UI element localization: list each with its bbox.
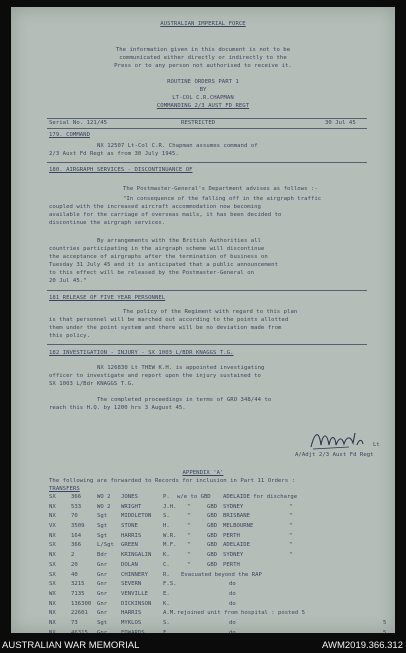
table-cell: "	[289, 523, 293, 530]
table-cell: w/e to GBD	[177, 494, 211, 500]
signature-scribble	[309, 427, 369, 453]
section-180-text: discontinue the airgraph services.	[49, 220, 166, 226]
section-180-text: By arrangements with the British Authorities all	[97, 238, 262, 244]
table-cell: CHINNERY	[121, 571, 148, 578]
section-181-heading: 181 RELEASE OF FIVE YEAR PERSONNEL	[49, 295, 166, 301]
section-179-text: NX 12507 Lt-Col C.R. Chapman assumes command of	[97, 143, 258, 149]
table-cell: 5	[383, 629, 387, 633]
section-180-text: to this effect will be released by the Postmaster-General on	[49, 270, 255, 276]
table-cell: "	[289, 532, 293, 539]
divider	[47, 290, 367, 291]
table-cell: "	[187, 542, 191, 549]
section-181-text: this policy.	[49, 333, 91, 339]
table-cell: SYDNEY	[223, 552, 244, 559]
table-cell: Sgt	[97, 532, 108, 539]
table-cell: J.H.	[163, 503, 177, 510]
table-cell: SX	[49, 542, 56, 549]
table-cell: Gnr	[97, 590, 108, 597]
table-cell: S.	[163, 619, 170, 626]
table-cell: "	[187, 503, 191, 510]
table-row	[49, 513, 389, 523]
transfers-table	[49, 494, 389, 633]
section-182-text: officer to investigate and report upon the injury sustained to	[49, 373, 261, 379]
table-cell: GBD	[207, 523, 218, 530]
table-cell: DICKINSON	[121, 600, 152, 607]
table-cell: 2	[71, 552, 75, 559]
table-row	[49, 581, 389, 591]
transfers-heading: TRANSFERS	[49, 486, 80, 492]
warning-line-3: Press or to any person not authorised to receive it.	[114, 63, 292, 69]
table-cell: Gnr	[97, 600, 108, 607]
table-cell: do	[229, 629, 236, 633]
divider	[47, 344, 367, 345]
table-cell: K.	[163, 552, 170, 559]
table-cell: Gnr	[97, 629, 108, 633]
table-cell: H.	[163, 523, 170, 530]
table-cell: 533	[71, 503, 82, 510]
table-cell: "	[187, 561, 191, 568]
table-cell: SX	[49, 571, 56, 578]
table-cell: rejoined unit from hospital : posted 5	[177, 610, 305, 617]
table-cell: SEVERN	[121, 581, 142, 588]
section-182-text: reach this H.Q. by 1200 hrs 3 August 45.	[49, 405, 186, 411]
table-cell: Sgt	[97, 523, 108, 530]
table-cell: M.F.	[163, 542, 177, 549]
table-cell: F.	[163, 629, 170, 633]
table-cell: Bdr	[97, 552, 108, 559]
table-cell: 70	[71, 513, 78, 520]
table-cell: MYKLOS	[121, 619, 142, 626]
table-cell: NX	[49, 552, 56, 559]
table-cell: 5	[383, 619, 387, 626]
table-row	[49, 542, 389, 552]
classification: RESTRICTED	[181, 120, 216, 126]
table-cell: A.M.	[163, 610, 177, 617]
table-row	[49, 620, 389, 630]
section-182-text: NX 126830 Lt THEW K.H. is appointed investigating	[97, 365, 265, 371]
section-182-text: SX 1003 L/Bdr KNAGGS T.G.	[49, 381, 135, 387]
serial-number: Serial No. 121/45	[49, 120, 108, 126]
table-cell: K.	[163, 600, 170, 607]
table-cell: do	[229, 619, 236, 626]
divider	[47, 128, 367, 129]
table-cell: Evacuated beyond the RAP	[181, 571, 262, 578]
table-row	[49, 494, 389, 504]
table-row	[49, 552, 389, 562]
table-cell: WO 2	[97, 494, 111, 500]
section-180-text: coupled with the increased aircraft accommodation now becoming	[49, 204, 261, 210]
table-cell: HARRIS	[121, 532, 142, 539]
section-179-text: 2/3 Aust Fd Regt as from 30 July 1945.	[49, 151, 179, 157]
table-cell: "	[187, 523, 191, 530]
table-cell: 136300	[71, 600, 92, 607]
orders-by: BY	[199, 87, 207, 93]
archive-footer	[0, 639, 406, 653]
table-cell: NX	[49, 619, 56, 626]
table-row	[49, 572, 389, 582]
table-cell: PERTH	[223, 532, 240, 539]
section-181-text: is that personnel will be marched out according to the points allotted	[49, 317, 289, 323]
table-cell: GREEN	[121, 542, 138, 549]
signature-role: A/Adjt 2/3 Aust Fd Regt	[295, 452, 374, 458]
table-cell: ADELAIDE for discharge	[223, 494, 298, 500]
section-182-text: The completed proceedings in terms of GRO 348/44 to	[97, 397, 272, 403]
table-cell: ADELAIDE	[223, 542, 250, 549]
table-cell: "	[187, 513, 191, 520]
table-cell: NX	[49, 503, 56, 510]
table-cell: Gnr	[97, 571, 108, 578]
table-cell: NX	[49, 629, 56, 633]
section-180-text: the acceptance of airgraphs after the termination of business on	[49, 254, 268, 260]
table-cell: HARRIS	[121, 610, 142, 617]
section-181-text: them under the point system and there will be no deviation made from	[49, 325, 282, 331]
section-180-text: "In consequence of the falling off in the airgraph traffic	[123, 196, 322, 202]
table-cell: MELBOURNE	[223, 523, 254, 530]
table-cell: do	[229, 600, 236, 607]
table-cell: BRISBANE	[223, 513, 250, 520]
table-cell: KRINGALIN	[121, 552, 152, 559]
section-180-text: Tuesday 31 July 45 and it is anticipated that a public announcement	[49, 262, 278, 268]
table-cell: Sgt	[97, 619, 108, 626]
table-cell: PERTH	[223, 561, 240, 568]
section-180-heading: 180. AIRGRAPH SERVICES - DISCONTINUANCE OF	[49, 167, 193, 173]
signature-rank: Lt	[373, 442, 380, 448]
section-180-text: 20 Jul 45."	[49, 278, 87, 284]
table-cell: 20	[71, 561, 78, 568]
table-cell: 7135	[71, 590, 85, 597]
table-cell: "	[289, 542, 293, 549]
table-row	[49, 523, 389, 533]
table-cell: "	[289, 552, 293, 559]
table-cell: P.	[163, 494, 170, 500]
table-cell: Gnr	[97, 561, 108, 568]
appendix-intro: The following are forwarded to Records for inclusion in Part 11 Orders :	[49, 478, 296, 484]
table-cell: 40	[71, 571, 78, 578]
table-cell: VENVILLE	[121, 590, 148, 597]
unit-name: COMMANDING 2/3 AUST FD REGT	[156, 103, 250, 109]
table-cell: GBD	[207, 561, 218, 568]
table-cell: 46315	[71, 629, 88, 633]
table-cell: WO 2	[97, 503, 111, 510]
table-cell: R.	[163, 571, 170, 578]
table-cell: 3215	[71, 581, 85, 588]
order-date: 30 Jul 45	[325, 120, 356, 126]
footer-institution: AUSTRALIAN WAR MEMORIAL	[2, 640, 140, 651]
table-cell: SX	[49, 494, 56, 500]
footer-accession-number: AWM2019.366.312	[322, 640, 403, 651]
table-cell: NX	[49, 513, 56, 520]
section-179-heading: 179. COMMAND	[49, 132, 91, 138]
table-cell: GBD	[207, 513, 218, 520]
table-cell: WRIGHT	[121, 503, 142, 510]
table-cell: GBD	[207, 532, 218, 539]
warning-line-2: communicated either directly or indirectly to the	[119, 55, 287, 61]
table-cell: W.R.	[163, 532, 177, 539]
table-row	[49, 601, 389, 611]
table-cell: WX	[49, 590, 56, 597]
table-cell: L/Sgt	[97, 542, 114, 549]
section-180-text: countries participating in the airgraph scheme will discontinue	[49, 246, 265, 252]
table-cell: Gnr	[97, 610, 108, 617]
table-row	[49, 504, 389, 514]
table-row	[49, 533, 389, 543]
table-cell: E.	[163, 590, 170, 597]
divider	[47, 162, 367, 163]
table-cell: "	[289, 513, 293, 520]
table-cell: SX	[49, 581, 56, 588]
table-cell: VX	[49, 523, 56, 530]
table-cell: Sgt	[97, 513, 108, 520]
table-cell: 22601	[71, 610, 88, 617]
table-cell: do	[229, 581, 236, 588]
table-cell: 73	[71, 619, 78, 626]
divider	[47, 118, 367, 119]
table-row	[49, 630, 389, 633]
table-cell: "	[289, 503, 293, 510]
table-cell: Gnr	[97, 581, 108, 588]
section-182-heading: 182 INVESTIGATION - INJURY - SX 1003 L/BDR KNAGGS T.G.	[49, 350, 234, 356]
table-row	[49, 591, 389, 601]
table-cell: 164	[71, 532, 82, 539]
table-cell: JONES	[121, 494, 138, 500]
table-cell: STONE	[121, 523, 138, 530]
table-cell: NX	[49, 610, 56, 617]
section-181-text: The policy of the Regiment with regard to this plan	[123, 309, 298, 315]
table-cell: SX	[49, 561, 56, 568]
table-cell: EDWARDS	[121, 629, 145, 633]
table-cell: 366	[71, 494, 82, 500]
table-row	[49, 562, 389, 572]
document-title: AUSTRALIAN IMPERIAL FORCE	[160, 21, 246, 27]
appendix-title: APPENDIX 'A'	[182, 470, 224, 476]
warning-line-1: The information given in this document is not to be	[115, 47, 291, 53]
table-cell: S.	[163, 513, 170, 520]
table-cell: NX	[49, 600, 56, 607]
table-cell: NX	[49, 532, 56, 539]
table-cell: F.S.	[163, 581, 177, 588]
document-sheet	[11, 7, 395, 633]
table-cell: MIDDLETON	[121, 513, 152, 520]
table-cell: GBD	[207, 542, 218, 549]
section-180-text: The Postmaster-General's Department advises as follows :-	[123, 186, 318, 192]
table-cell: DOLAN	[121, 561, 138, 568]
section-180-text: available for the carriage of overseas mails, it has been decided to	[49, 212, 282, 218]
table-cell: 366	[71, 542, 82, 549]
table-cell: 3509	[71, 523, 85, 530]
table-cell: GBD	[207, 503, 218, 510]
table-cell: do	[229, 590, 236, 597]
table-cell: "	[187, 532, 191, 539]
commander-name: LT-COL C.R.CHAPMAN	[172, 95, 234, 101]
table-cell: C.	[163, 561, 170, 568]
table-cell: SYDNEY	[223, 503, 244, 510]
table-row	[49, 610, 389, 620]
table-cell: "	[187, 552, 191, 559]
table-cell: GBD	[207, 552, 218, 559]
orders-title: ROUTINE ORDERS PART 1	[167, 79, 239, 85]
